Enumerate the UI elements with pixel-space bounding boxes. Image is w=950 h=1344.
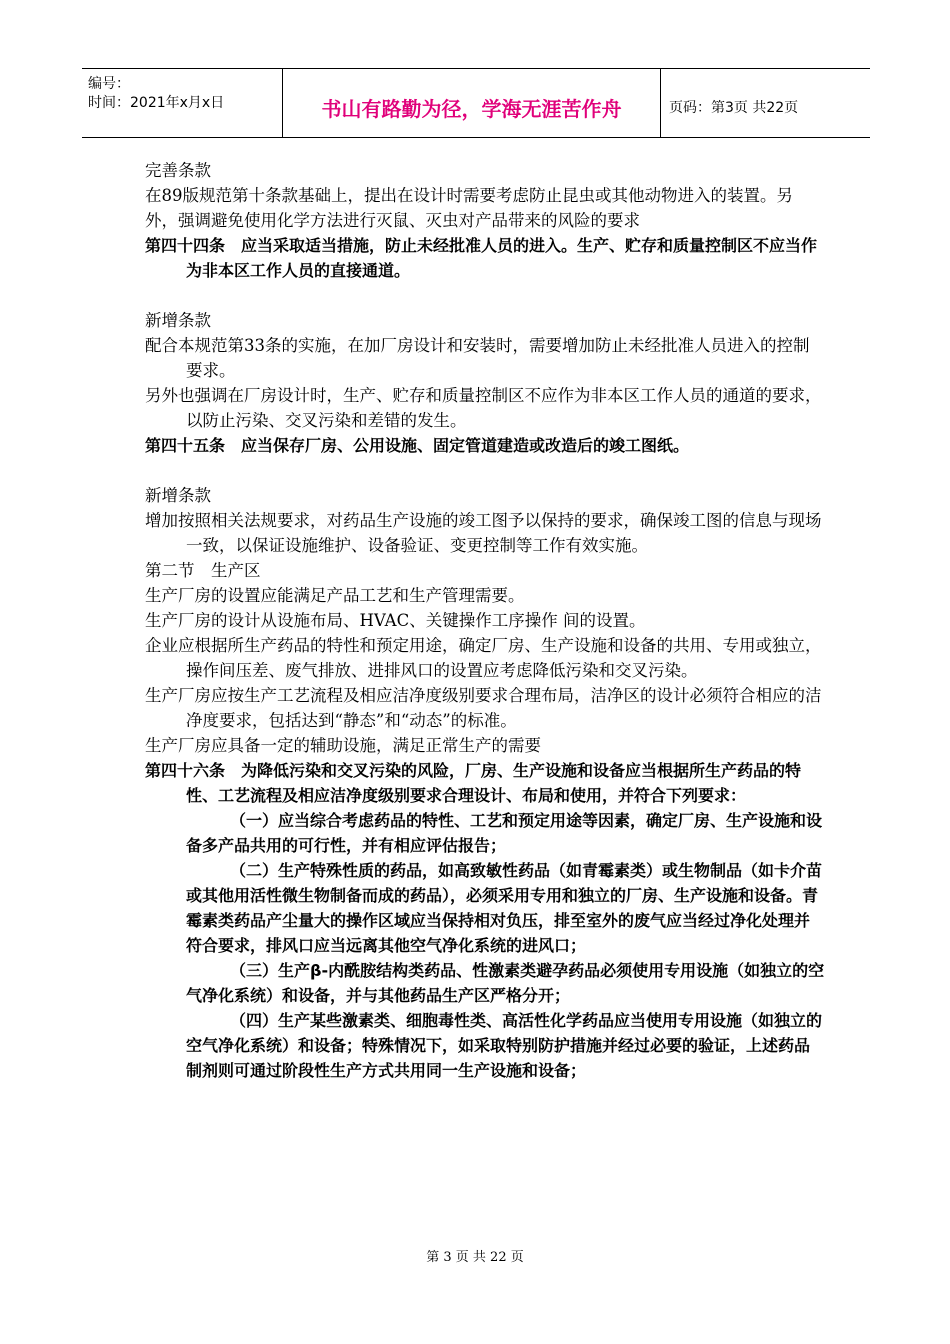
paragraph: 企业应根据所生产药品的特性和预定用途，确定厂房、生产设施和设备的共用、专用或独立，操作间压差、废气排放、进排风口的设置应考虑降低污染和交叉污染。 [145,636,822,680]
item-text: （三）生产β-内酰胺结构类药品、性激素类避孕药品必须使用专用设施（如独立的空气净化系统）和设备，并与其他药品生产区严格分开； [186,961,825,1005]
paragraph: 生产厂房的设置应能满足产品工艺和生产管理需要。 [145,586,525,605]
paragraph: 生产厂房应按生产工艺流程及相应洁净度级别要求合理布局，洁净区的设计必须符合相应的洁净度要求，包括达到“静态”和“动态”的标准。 [145,686,822,730]
paragraph: 配合本规范第33条的实施，在加厂房设计和安装时，需要增加防止未经批准人员进入的控制要求。 [145,336,810,380]
article-46-item-4 [145,1008,825,1083]
page-footer: 第 3 页 共 22 页 [426,1250,524,1265]
paragraph: 另外也强调在厂房设计时，生产、贮存和质量控制区不应作为非本区工作人员的通道的要求，以防止污染、交叉污染和差错的发生。 [145,386,822,430]
article-44: 第四十四条 应当采取适当措施，防止未经批准人员的进入。生产、贮存和质量控制区不应当作为非本区工作人员的直接通道。 [145,236,818,280]
article-45: 第四十五条 应当保存厂房、公用设施、固定管道建造或改造后的竣工图纸。 [145,436,690,455]
paragraph: 在89版规范第十条款基础上，提出在设计时需要考虑防止昆虫或其他动物进入的装置。另外，强调避免使用化学方法进行灭鼠、灭虫对产品带来的风险的要求 [145,186,793,230]
article-46-item-2 [145,858,825,958]
paragraph: 新增条款 [145,486,211,505]
paragraph: 生产厂房应具备一定的辅助设施，满足正常生产的需要 [145,736,541,755]
article-46-item-1 [145,808,825,858]
item-text: （一）应当综合考虑药品的特性、工艺和预定用途等因素，确定厂房、生产设施和设备多产品共用的可行性，并有相应评估报告； [186,811,823,855]
time-label: 时间：2021年x月x日 [88,95,225,111]
item-text: （二）生产特殊性质的药品，如高致敏性药品（如青霉素类）或生物制品（如卡介苗或其他用活性微生物制备而成的药品），必须采用专用和独立的厂房、生产设施和设备。青霉素类药品产尘量大的操作区域应当保持相对负压，排至室外的废气应当经过净化处理并符合要求，排风口应当远离其他空气净化系统的进风口； [186,861,823,955]
number-label: 编号： [88,76,130,92]
paragraph: 新增条款 [145,311,211,330]
paragraph: 完善条款 [145,161,211,180]
motto-text: 书山有路勤为径，学海无涯苦作舟 [321,96,622,121]
paragraph: 增加按照相关法规要求，对药品生产设施的竣工图予以保持的要求，确保竣工图的信息与现场一致，以保证设施维护、设备验证、变更控制等工作有效实施。 [145,511,822,555]
item-text: （四）生产某些激素类、细胞毒性类、高活性化学药品应当使用专用设施（如独立的空气净化系统）和设备；特殊情况下，如采取特别防护措施并经过必要的验证，上述药品制剂则可通过阶段性生产方式共用同一生产设施和设备； [186,1011,823,1080]
page-header [82,68,870,138]
section-heading: 第二节 生产区 [145,561,261,580]
article-46: 第四十六条 为降低污染和交叉污染的风险，厂房、生产设施和设备应当根据所生产药品的特性、工艺流程及相应洁净度级别要求合理设计、布局和使用，并符合下列要求： [145,761,802,805]
document-body [145,158,825,1083]
page-label: 页码：第3页 共22页 [669,100,799,116]
header-page-cell [661,69,869,137]
header-meta [82,69,283,137]
header-motto-cell [283,69,661,137]
paragraph: 生产厂房的设计从设施布局、HVAC、关键操作工序操作 间的设置。 [145,611,646,630]
article-46-item-3 [145,958,825,1008]
